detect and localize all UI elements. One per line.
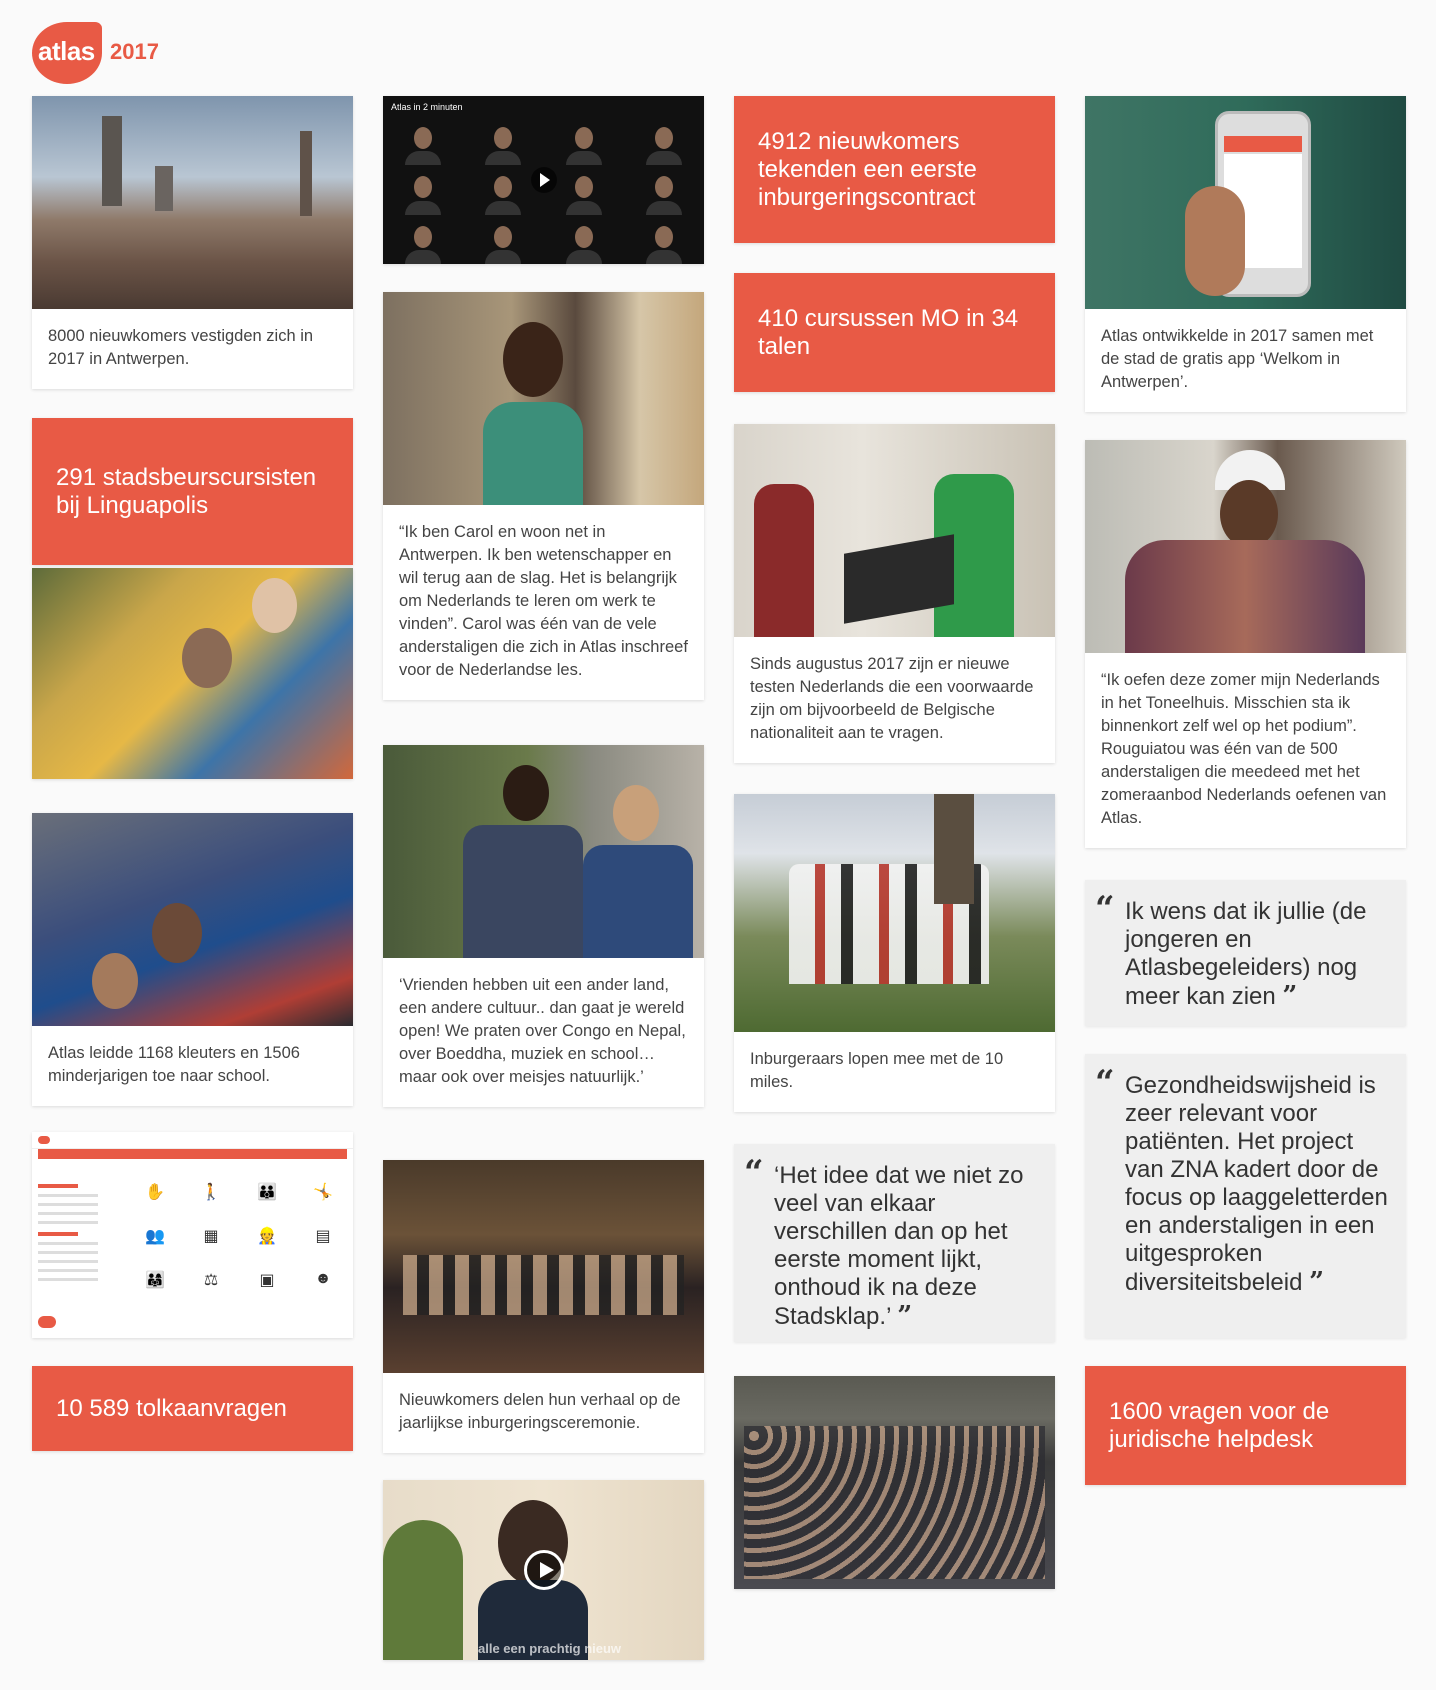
- poster-photo: [32, 568, 353, 779]
- quote-open-icon: “: [744, 1153, 764, 1193]
- logo-text: atlas: [38, 36, 95, 66]
- children-photo: [32, 813, 353, 1026]
- quote-open-icon: “: [1095, 1063, 1115, 1103]
- ten-miles-photo: [734, 794, 1055, 1032]
- stat-helpdesk: [1085, 1366, 1406, 1485]
- website-header: [32, 1132, 353, 1149]
- quote-stadsklap-text: ‘Het idee dat we niet zo veel van elkaar verschillen dan op het eerste moment lijkt, onthoud ik na deze Stadsklap.’: [774, 1162, 1024, 1330]
- quote-jongeren: [1085, 880, 1406, 1026]
- caption-app: Atlas ontwikkelde in 2017 samen met de stad de gratis app ‘Welkom in Antwerpen’.: [1101, 327, 1374, 391]
- volunteers-icon: 👥: [145, 1228, 165, 1245]
- caption-zomer: “Ik oefen deze zomer mijn Nederlands in het Toneelhuis. Misschien sta ik binnenkort zelf wel op het podium”. Rouguiatou was één van de 500 anderstaligen die meedeed met het zomeraanbod Nederlands oefenen van Atlas.: [1101, 671, 1387, 827]
- video-atlas-2-minuten[interactable]: [383, 96, 704, 264]
- phone-app-photo: [1085, 96, 1406, 309]
- diversity-icon: 👨‍👩‍👧: [145, 1272, 165, 1289]
- card-vrienden: [383, 745, 704, 1107]
- group-photo: [734, 1376, 1055, 1589]
- documents-icon: ▤: [315, 1228, 331, 1245]
- quote-jongeren-text: Ik wens dat ik jullie (de jongeren en Atlasbegeleiders) nog meer kan zien: [1125, 898, 1367, 1010]
- quote-stadsklap: [734, 1144, 1055, 1342]
- caption-vrienden: ‘Vrienden hebben uit een ander land, een andere cultuur.. dan gaat je wereld open! We praten over Congo en Nepal, over Boeddha, muziek en school… maar ook over meisjes natuurlijk.’: [399, 976, 686, 1086]
- caption-kleuters: Atlas leidde 1168 kleuters en 1506 minderjarigen toe naar school.: [48, 1044, 300, 1085]
- card-antwerp-skyline: [32, 96, 353, 389]
- kids-icon: 👪: [257, 1184, 277, 1201]
- ceremony-photo: [383, 1160, 704, 1373]
- card-app: [1085, 96, 1406, 412]
- quote-zna-text: Gezondheidswijsheid is zeer relevant voor patiënten. Het project van ZNA kadert door de focus op laaggeletterden en anderstaligen in een uitgesproken diversiteitsbeleid: [1125, 1072, 1388, 1296]
- language-icon: 🚶: [201, 1184, 221, 1201]
- integration-icon: ☻: [314, 1270, 332, 1287]
- caption-newcomers-settled: 8000 nieuwkomers vestigden zich in 2017 in Antwerpen.: [48, 327, 314, 368]
- legal-icon: ⚖: [203, 1272, 219, 1289]
- laptop-class-photo: [734, 424, 1055, 637]
- quote-close-icon: ”: [1282, 981, 1298, 1011]
- video-subtitle: alle een prachtig nieuw: [478, 1641, 622, 1656]
- card-carol: [383, 292, 704, 700]
- website-nav: [38, 1149, 347, 1159]
- translate-icon: ▣: [259, 1272, 275, 1289]
- antwerp-skyline-photo: [32, 96, 353, 309]
- card-kleuters: [32, 813, 353, 1106]
- work-icon: 👷: [257, 1228, 277, 1245]
- stat-stadsbeurs: [32, 418, 353, 565]
- card-ceremonie: [383, 1160, 704, 1453]
- website-screenshot[interactable]: [32, 1132, 353, 1338]
- quote-open-icon: “: [1095, 889, 1115, 929]
- quote-close-icon: ”: [897, 1301, 913, 1331]
- carol-photo: [383, 292, 704, 505]
- stat-cursussen: [734, 273, 1055, 392]
- caption-carol: “Ik ben Carol en woon net in Antwerpen. Ik ben wetenschapper en wil terug aan de slag. Het is belangrijk om Nederlands te leren om werk te vinden”. Carol was één van de vele anderstaligen die zich in Atlas inschreef voor de Nederlandse les.: [399, 523, 688, 679]
- stat-contract: [734, 96, 1055, 243]
- stat-tolk-text: 10 589 tolkaanvragen: [56, 1394, 287, 1422]
- video-title: Atlas in 2 minuten: [391, 102, 463, 112]
- rouguiatou-photo: [1085, 440, 1406, 653]
- stat-contract-text: 4912 nieuwkomers tekenden een eerste inburgeringscontract: [758, 127, 977, 211]
- logo-year: 2017: [110, 39, 159, 64]
- card-miles: [734, 794, 1055, 1112]
- caption-miles: Inburgeraars lopen mee met de 10 miles.: [750, 1050, 1004, 1091]
- quote-close-icon: ”: [1309, 1267, 1325, 1297]
- card-zomer: [1085, 440, 1406, 848]
- newcomer-icon: ✋: [145, 1184, 165, 1201]
- leisure-icon: 🤸: [313, 1184, 333, 1201]
- website-sidebar: [38, 1176, 118, 1287]
- stat-cursussen-text: 410 cursussen MO in 34 talen: [758, 304, 1019, 360]
- caption-testen: Sinds augustus 2017 zijn er nieuwe testen Nederlands die een voorwaarde zijn om bijvoorbeeld de Belgische nationaliteit aan te vragen.: [750, 655, 1034, 742]
- stat-helpdesk-text: 1600 vragen voor de juridische helpdesk: [1109, 1397, 1330, 1453]
- video-testimonial[interactable]: [383, 1480, 704, 1660]
- stat-stadsbeurs-text: 291 stadsbeurscursisten bij Linguapolis: [56, 463, 317, 519]
- quote-zna: [1085, 1054, 1406, 1338]
- play-icon[interactable]: [524, 1550, 564, 1590]
- website-icon-grid: [127, 1176, 351, 1308]
- stat-tolk: [32, 1366, 353, 1451]
- card-testen: [734, 424, 1055, 763]
- caption-ceremonie: Nieuwkomers delen hun verhaal op de jaarlijkse inburgeringsceremonie.: [399, 1391, 681, 1432]
- study-icon: ▦: [203, 1228, 219, 1245]
- friends-photo: [383, 745, 704, 958]
- play-icon[interactable]: [531, 167, 557, 193]
